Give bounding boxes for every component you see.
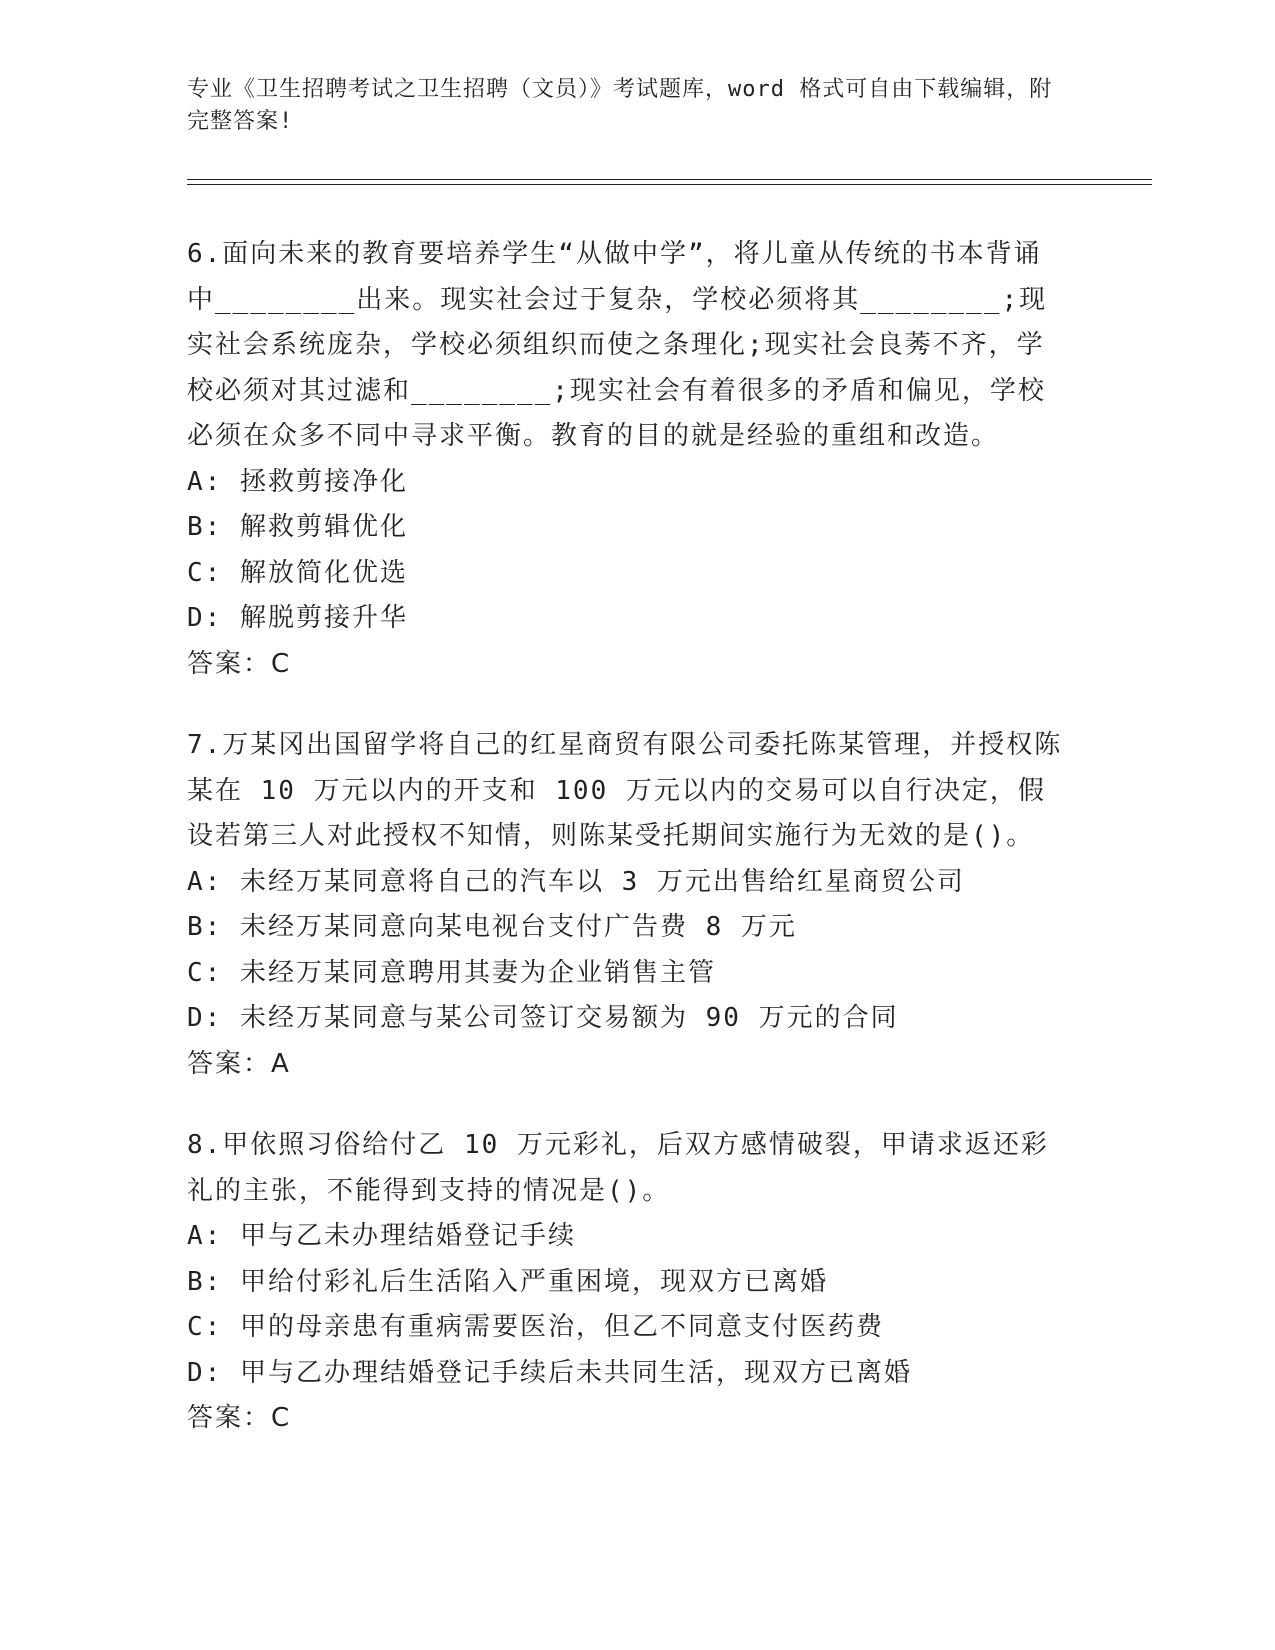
option-b: B: 甲给付彩礼后生活陷入严重困境，现双方已离婚 bbox=[187, 1266, 828, 1297]
answer-label: 答案：C bbox=[187, 1403, 292, 1433]
option-d: D: 未经万某同意与某公司签订交易额为 90 万元的合同 bbox=[187, 1003, 899, 1033]
header-divider-bottom bbox=[187, 184, 1152, 185]
question-7 bbox=[187, 723, 1067, 1087]
option-a: A: 未经万某同意将自己的汽车以 3 万元出售给红星商贸公司 bbox=[187, 866, 965, 897]
question-list bbox=[187, 232, 1067, 1478]
question-stem: 6.面向未来的教育要培养学生“从做中学”，将儿童从传统的书本背诵中________出来。现实社会过于复杂，学校必须将其________;现实社会系统庞杂，学校必须组织而使之条理化;现实社会良莠不齐，学校必须对其过滤和________;现实社会有着很多的矛盾和偏见，学校必须在众多不同中寻求平衡。教育的目的就是经验的重组和改造。 bbox=[187, 239, 1048, 451]
answer-label: 答案：A bbox=[187, 1048, 291, 1079]
question-stem: 7.万某冈出国留学将自己的红星商贸有限公司委托陈某管理，并授权陈某在 10 万元以内的开支和 100 万元以内的交易可以自行决定，假设若第三人对此授权不知情，则陈某受托期间实施行为无效的是()。 bbox=[187, 730, 1063, 851]
option-c: C: 解放简化优选 bbox=[187, 557, 408, 588]
document-header: 专业《卫生招聘考试之卫生招聘（文员）》考试题库，word 格式可自由下载编辑，附完整答案! bbox=[187, 77, 1053, 134]
option-b: B: 未经万某同意向某电视台支付广告费 8 万元 bbox=[187, 912, 797, 942]
option-c: C: 甲的母亲患有重病需要医治，但乙不同意支付医药费 bbox=[187, 1312, 884, 1342]
header-divider-top bbox=[187, 179, 1152, 180]
question-8 bbox=[187, 1123, 1067, 1442]
question-6 bbox=[187, 232, 1067, 687]
question-stem: 8.甲依照习俗给付乙 10 万元彩礼，后双方感情破裂，甲请求返还彩礼的主张，不能得到支持的情况是()。 bbox=[187, 1130, 1049, 1206]
option-a: A: 拯救剪接净化 bbox=[187, 466, 408, 497]
option-a: A: 甲与乙未办理结婚登记手续 bbox=[187, 1221, 576, 1251]
option-b: B: 解救剪辑优化 bbox=[187, 512, 408, 542]
option-d: D: 解脱剪接升华 bbox=[187, 603, 408, 633]
answer-label: 答案：C bbox=[187, 648, 292, 679]
option-d: D: 甲与乙办理结婚登记手续后未共同生活，现双方已离婚 bbox=[187, 1357, 912, 1388]
option-c: C: 未经万某同意聘用其妻为企业销售主管 bbox=[187, 957, 716, 988]
